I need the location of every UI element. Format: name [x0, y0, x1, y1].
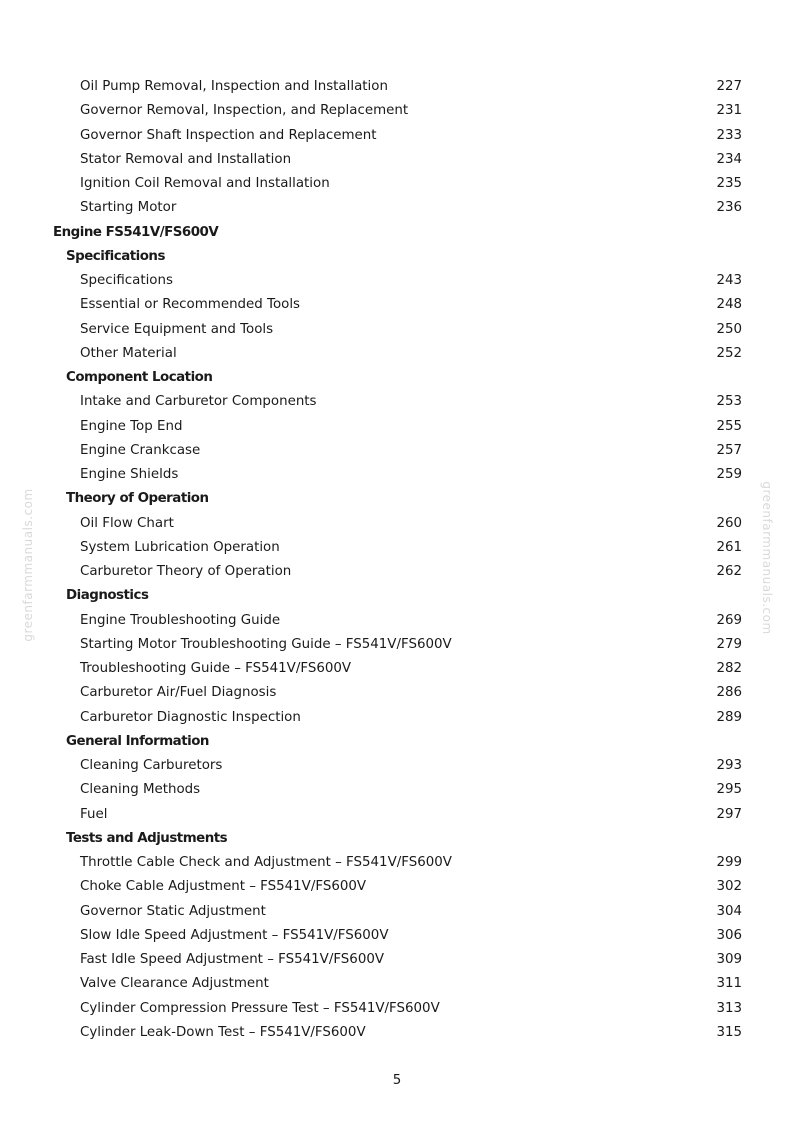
toc-entry[interactable]: [0, 463, 794, 487]
toc-entry[interactable]: [0, 972, 794, 996]
toc-entry-title: Component Location: [66, 370, 213, 385]
toc-entry-title: General Information: [66, 733, 209, 749]
toc-entry-title: Fuel: [80, 806, 108, 822]
toc-entry-title: Ignition Coil Removal and Installation: [80, 176, 330, 191]
toc-entry-title: Diagnostics: [66, 588, 149, 604]
toc-entry[interactable]: [0, 875, 794, 899]
toc-entry[interactable]: [0, 148, 794, 172]
toc-entry-title: Carburetor Theory of Operation: [80, 564, 292, 579]
toc-entry[interactable]: [0, 851, 794, 875]
toc-entry-page: 250: [716, 321, 742, 337]
toc-entry-page: 261: [716, 539, 742, 555]
toc-entry-page: 252: [716, 345, 742, 361]
toc-entry-page: 253: [716, 394, 742, 410]
toc-entry[interactable]: [0, 609, 794, 633]
toc-entry[interactable]: [0, 997, 794, 1021]
toc-section-heading[interactable]: [0, 730, 794, 754]
toc-entry-page: 315: [716, 1024, 742, 1040]
toc-entry[interactable]: [0, 269, 794, 293]
toc-entry-title: Troubleshooting Guide – FS541V/FS600V: [80, 661, 352, 676]
toc-entry-page: 306: [716, 927, 742, 943]
toc-entry-page: 313: [716, 1000, 742, 1016]
toc-entry-title: Oil Pump Removal, Inspection and Installation: [80, 79, 388, 94]
toc-entry-page: 304: [716, 903, 742, 919]
toc-entry-title: Specifications: [66, 248, 165, 264]
toc-entry[interactable]: [0, 754, 794, 778]
toc-entry-page: 248: [716, 297, 742, 313]
toc-entry[interactable]: [0, 900, 794, 924]
watermark-right: greenfarmmanuals.com: [760, 481, 774, 635]
toc-entry-title: Governor Shaft Inspection and Replacement: [80, 127, 377, 143]
toc-entry-title: Intake and Carburetor Components: [80, 394, 317, 410]
toc-entry-page: 234: [716, 151, 742, 167]
toc-entry[interactable]: [0, 778, 794, 802]
toc-entry-title: Other Material: [80, 345, 177, 361]
toc-entry-title: Engine Crankcase: [80, 442, 201, 458]
toc-entry[interactable]: [0, 293, 794, 317]
toc-entry-page: 282: [716, 661, 742, 676]
toc-entry-title: Cylinder Leak-Down Test – FS541V/FS600V: [80, 1024, 366, 1040]
toc-entry-page: 227: [716, 79, 742, 94]
watermark-left: greenfarmmanuals.com: [21, 488, 35, 642]
toc-entry-title: Stator Removal and Installation: [80, 151, 292, 167]
toc-section-heading[interactable]: [0, 366, 794, 390]
toc-entry[interactable]: [0, 390, 794, 414]
toc-entry[interactable]: [0, 512, 794, 536]
toc-entry-title: System Lubrication Operation: [80, 539, 280, 555]
toc-entry-page: 243: [716, 273, 742, 288]
toc-section-heading[interactable]: [0, 245, 794, 269]
toc-entry-title: Valve Clearance Adjustment: [80, 976, 269, 992]
toc-entry-page: 311: [716, 976, 742, 992]
toc-entry[interactable]: [0, 1021, 794, 1045]
toc-entry[interactable]: [0, 318, 794, 342]
toc-entry-page: 279: [716, 636, 742, 652]
toc-entry-page: 286: [716, 685, 742, 701]
toc-entry-page: 295: [716, 782, 742, 798]
toc-entry[interactable]: [0, 172, 794, 196]
toc-entry[interactable]: [0, 706, 794, 730]
toc-entry-title: Governor Static Adjustment: [80, 903, 266, 919]
toc-entry-page: 235: [716, 176, 742, 191]
toc-entry-page: 297: [716, 806, 742, 822]
toc-entry-title: Engine Troubleshooting Guide: [80, 612, 281, 628]
toc-entry-page: 302: [716, 879, 742, 895]
toc-entry-page: 262: [716, 564, 742, 579]
toc-entry-title: Tests and Adjustments: [66, 830, 228, 846]
toc-entry-title: Engine FS541V/FS600V: [53, 224, 219, 240]
toc-entry[interactable]: [0, 124, 794, 148]
toc-entry-title: Service Equipment and Tools: [80, 321, 274, 337]
toc-entry[interactable]: [0, 924, 794, 948]
toc-entry-title: Cleaning Carburetors: [80, 758, 223, 773]
toc-entry[interactable]: [0, 560, 794, 584]
toc-entry-title: Cleaning Methods: [80, 782, 201, 798]
toc-entry[interactable]: [0, 439, 794, 463]
toc-entry-page: 255: [716, 418, 742, 434]
toc-entry-title: Starting Motor Troubleshooting Guide – FS541V/FS600V: [80, 636, 452, 652]
toc-entry[interactable]: [0, 633, 794, 657]
toc-entry[interactable]: [0, 536, 794, 560]
toc-entry-page: 233: [716, 127, 742, 143]
toc-entry-page: 257: [716, 442, 742, 458]
toc-entry-title: Throttle Cable Check and Adjustment – FS541V/FS600V: [80, 855, 452, 870]
toc-entry-title: Slow Idle Speed Adjustment – FS541V/FS600V: [80, 927, 389, 943]
toc-entry[interactable]: [0, 342, 794, 366]
toc-entry-title: Starting Motor: [80, 200, 177, 216]
toc-entry-title: Engine Shields: [80, 467, 179, 482]
toc-entry-title: Cylinder Compression Pressure Test – FS541V/FS600V: [80, 1000, 440, 1016]
toc-entry-title: Oil Flow Chart: [80, 515, 174, 531]
toc-entry-page: 269: [716, 612, 742, 628]
toc-entry[interactable]: [0, 681, 794, 705]
toc-section-heading[interactable]: [0, 487, 794, 511]
toc-section-heading[interactable]: [0, 584, 794, 608]
toc-entry-title: Specifications: [80, 273, 173, 288]
page-number: 5: [392, 1073, 402, 1088]
toc-entry[interactable]: [0, 803, 794, 827]
toc-entry-page: 299: [716, 855, 742, 870]
toc-entry-page: 236: [716, 200, 742, 216]
toc-entry-title: Essential or Recommended Tools: [80, 297, 301, 313]
toc-entry-page: 289: [716, 709, 742, 725]
toc-entry-page: 309: [716, 952, 742, 967]
toc-entry-title: Governor Removal, Inspection, and Replacement: [80, 103, 409, 119]
toc-entry-page: 260: [716, 515, 742, 531]
toc-entry[interactable]: [0, 415, 794, 439]
toc-entry[interactable]: [0, 948, 794, 972]
toc-entry-title: Carburetor Diagnostic Inspection: [80, 709, 301, 725]
toc-entry[interactable]: [0, 99, 794, 123]
toc-section-heading[interactable]: [0, 827, 794, 851]
toc-entry[interactable]: [0, 75, 794, 99]
toc-entry-title: Engine Top End: [80, 418, 183, 434]
toc-entry[interactable]: [0, 196, 794, 220]
toc-entry-title: Choke Cable Adjustment – FS541V/FS600V: [80, 879, 367, 895]
toc-entry-page: 293: [716, 758, 742, 773]
toc-entry-page: 259: [716, 467, 742, 482]
toc-entry-title: Theory of Operation: [66, 491, 209, 507]
toc-chapter-heading[interactable]: [0, 221, 794, 245]
toc-entry[interactable]: [0, 657, 794, 681]
toc-entry-title: Carburetor Air/Fuel Diagnosis: [80, 685, 277, 701]
table-of-contents: [0, 75, 794, 1045]
toc-entry-page: 231: [716, 103, 742, 119]
toc-entry-title: Fast Idle Speed Adjustment – FS541V/FS600V: [80, 952, 385, 967]
